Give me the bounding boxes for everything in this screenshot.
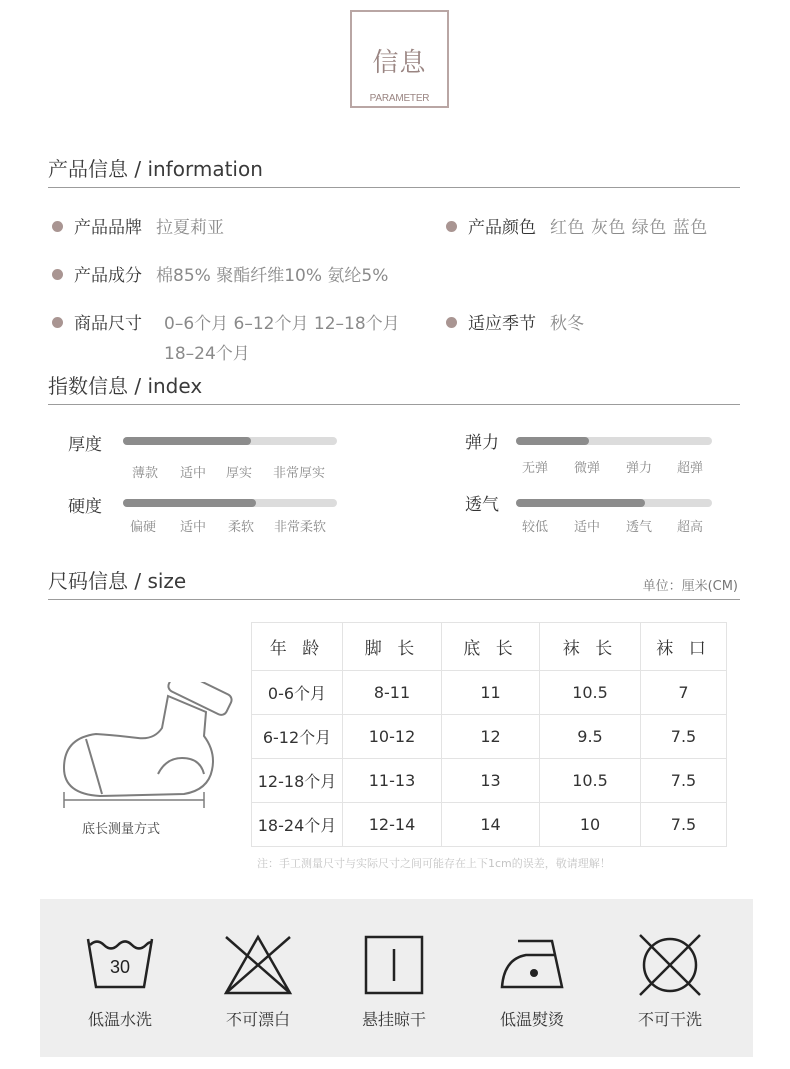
table-row: [252, 803, 727, 847]
size-info-divider: [48, 599, 740, 600]
elasticity-scale-2: 微弹: [574, 461, 601, 476]
elasticity-bar: [516, 437, 712, 445]
bullet-dot: [446, 317, 457, 328]
composition-value: 棉85% 聚酯纤维10% 氨纶5%: [156, 266, 389, 286]
size-info-title: 尺码信息 / size: [48, 569, 187, 593]
table-cell: 7: [641, 671, 727, 715]
color-row: [446, 213, 708, 243]
table-cell: 10: [540, 803, 641, 847]
wash-temp: 30: [109, 957, 131, 977]
elasticity-scale-4: 超弹: [677, 461, 704, 476]
parameter-header: [350, 10, 449, 108]
index-info-title: 指数信息 / index: [48, 374, 203, 398]
table-cell: 12: [442, 715, 540, 759]
table-cell: 10.5: [540, 671, 641, 715]
thickness-bar-fill: [123, 437, 251, 445]
table-cell: 12-18个月: [252, 759, 343, 803]
care-label-low-iron: 低温熨烫: [499, 1010, 564, 1029]
bullet-dot: [52, 221, 63, 232]
size-label: 商品尺寸: [74, 314, 142, 334]
breathability-scale-2: 适中: [574, 520, 601, 535]
sock-illustration: [58, 682, 234, 814]
size-row: [52, 309, 142, 339]
header-age: 年 龄: [252, 623, 343, 671]
season-label: 适应季节: [468, 314, 536, 334]
season-row: [446, 309, 584, 339]
table-cell: 7.5: [641, 715, 727, 759]
thickness-scale-4: 非常厚实: [273, 466, 326, 481]
table-cell: 7.5: [641, 803, 727, 847]
breathability-label: 透气: [465, 495, 499, 515]
table-cell: 10.5: [540, 759, 641, 803]
care-item-low-iron: [472, 899, 592, 1057]
bullet-dot: [52, 317, 63, 328]
breathability-scale-4: 超高: [677, 520, 704, 535]
care-item-no-bleach: [198, 899, 318, 1057]
header-title-cn: 信息: [372, 48, 427, 78]
elasticity-scale-3: 弹力: [626, 461, 653, 476]
care-label-hang-dry: 悬挂晾干: [361, 1010, 426, 1029]
bullet-dot: [446, 221, 457, 232]
table-cell: 11: [442, 671, 540, 715]
table-row: [252, 671, 727, 715]
table-cell: 9.5: [540, 715, 641, 759]
care-label-no-bleach: 不可漂白: [225, 1010, 290, 1029]
color-label: 产品颜色: [468, 218, 536, 238]
no-dry-clean-icon: [610, 931, 730, 997]
table-cell: 14: [442, 803, 540, 847]
breathability-scale-3: 透气: [626, 520, 653, 535]
table-cell: 10-12: [343, 715, 442, 759]
bullet-dot: [52, 269, 63, 280]
hardness-scale-3: 柔软: [228, 520, 255, 535]
care-label-wash: 低温水洗: [87, 1010, 152, 1029]
care-label-no-dry-clean: 不可干洗: [637, 1010, 702, 1029]
season-value: 秋冬: [550, 314, 584, 334]
brand-value: 拉夏莉亚: [156, 218, 224, 238]
thickness-scale-2: 适中: [180, 466, 207, 481]
hardness-scale-2: 适中: [180, 520, 207, 535]
header-foot-length: 脚 长: [343, 623, 442, 671]
table-cell: 13: [442, 759, 540, 803]
composition-label: 产品成分: [74, 266, 142, 286]
care-item-hang-dry: [334, 899, 454, 1057]
hardness-bar: [123, 499, 337, 507]
measurement-note: 注：手工测量尺寸与实际尺寸之间可能存在上下1cm的误差，敬请理解！: [257, 857, 611, 870]
table-row: [252, 759, 727, 803]
header-sock-opening: 袜 口: [641, 623, 727, 671]
header-sole-length: 底 长: [442, 623, 540, 671]
brand-row: [52, 213, 224, 243]
hang-dry-icon: [334, 931, 454, 997]
wash-30-icon: [60, 931, 180, 997]
hardness-scale-1: 偏硬: [130, 520, 157, 535]
care-item-wash: [60, 899, 180, 1057]
table-row: [252, 715, 727, 759]
header-sock-length: 袜 长: [540, 623, 641, 671]
header-title-en: PARAMETER: [369, 93, 430, 104]
elasticity-bar-fill: [516, 437, 589, 445]
table-cell: 8-11: [343, 671, 442, 715]
table-cell: 7.5: [641, 759, 727, 803]
brand-label: 产品品牌: [74, 218, 142, 238]
breathability-scale-1: 较低: [522, 520, 549, 535]
composition-row: [52, 261, 388, 291]
low-iron-icon: [472, 931, 592, 997]
hardness-label: 硬度: [68, 497, 102, 517]
no-bleach-icon: [198, 931, 318, 997]
thickness-label: 厚度: [68, 435, 102, 455]
size-table-header: [252, 623, 727, 671]
table-cell: 18-24个月: [252, 803, 343, 847]
product-info-title: 产品信息 / information: [48, 157, 263, 181]
elasticity-label: 弹力: [465, 433, 499, 453]
thickness-scale-3: 厚实: [226, 466, 253, 481]
thickness-scale-1: 薄款: [132, 466, 159, 481]
sock-measure-caption: 底长测量方式: [82, 822, 161, 837]
breathability-bar-fill: [516, 499, 645, 507]
care-item-no-dry-clean: [610, 899, 730, 1057]
color-value: 红色 灰色 绿色 蓝色: [550, 218, 708, 238]
table-cell: 12-14: [343, 803, 442, 847]
elasticity-scale-1: 无弹: [522, 461, 549, 476]
size-value-line2: 18–24个月: [164, 344, 250, 364]
thickness-bar: [123, 437, 337, 445]
table-cell: 11-13: [343, 759, 442, 803]
index-info-divider: [48, 404, 740, 405]
size-value-line1: 0–6个月 6–12个月 12–18个月: [164, 314, 400, 334]
table-cell: 6-12个月: [252, 715, 343, 759]
unit-label: 单位：厘米(CM): [642, 579, 738, 594]
care-panel: [40, 899, 753, 1057]
size-table: [251, 622, 727, 847]
breathability-bar: [516, 499, 712, 507]
hardness-scale-4: 非常柔软: [274, 520, 327, 535]
product-info-divider: [48, 187, 740, 188]
hardness-bar-fill: [123, 499, 256, 507]
table-cell: 0-6个月: [252, 671, 343, 715]
